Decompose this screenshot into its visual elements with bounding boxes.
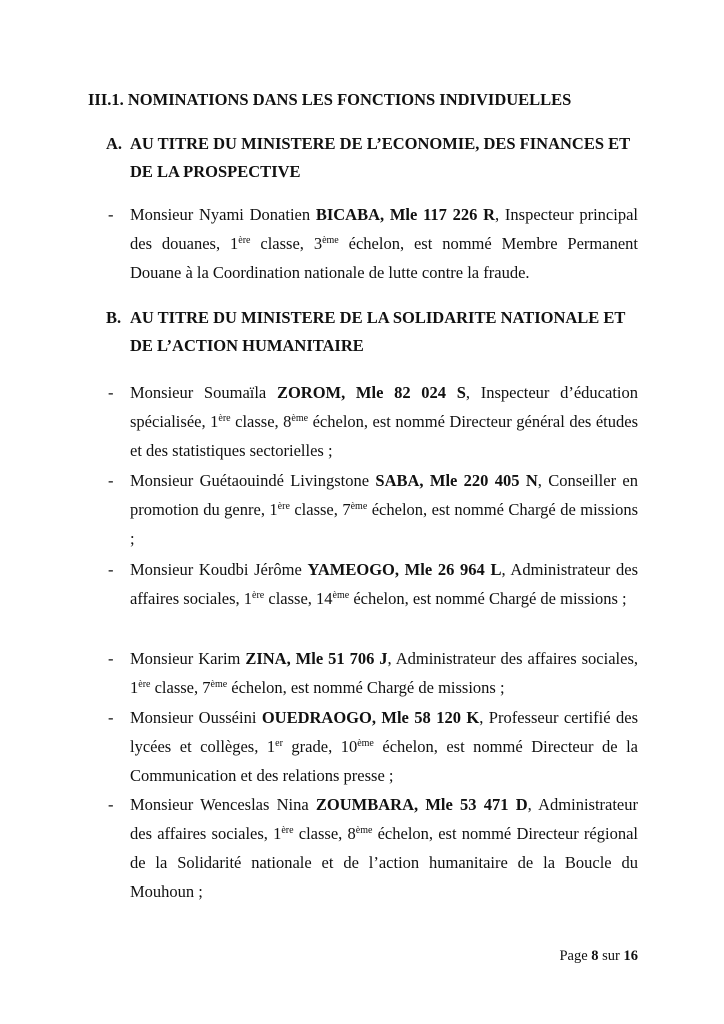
footer-page-number: 8 bbox=[591, 948, 599, 964]
list-item bbox=[108, 466, 639, 553]
subsection-title: AU TITRE DU MINISTERE DE L’ECONOMIE, DES FINANCES ET DE LA PROSPECTIVE bbox=[130, 134, 630, 181]
entry-sup: ème bbox=[332, 590, 350, 601]
entry-text: classe, 3 bbox=[250, 234, 323, 253]
footer-of-label: sur bbox=[598, 948, 624, 964]
entry-text: , Inspecteur principal des douanes, 1 bbox=[130, 205, 638, 253]
entry-sup: ème bbox=[355, 825, 373, 836]
subsection-letter: A. bbox=[106, 134, 123, 153]
entry-prefix: Monsieur Nyami Donatien bbox=[130, 205, 316, 224]
entry-prefix: Monsieur Ousséini bbox=[130, 708, 262, 727]
entry-text: échelon, est nommé Directeur général des études et des statistiques sectorielles ; bbox=[130, 412, 638, 460]
entry-text: échelon, est nommé Directeur de la Communication et des relations presse ; bbox=[130, 737, 638, 785]
entry-name-bold: YAMEOGO, Mle 26 964 L bbox=[307, 560, 502, 579]
list-item bbox=[108, 555, 638, 613]
page-footer bbox=[559, 946, 638, 966]
list-bullet: - bbox=[108, 560, 114, 579]
entry-text: , Professeur certifié des lycées et collèges, 1 bbox=[130, 708, 638, 756]
entry-text: échelon, est nommé Chargé de missions ; bbox=[130, 500, 639, 548]
footer-total-pages: 16 bbox=[623, 948, 638, 964]
entry-sup: ère bbox=[238, 235, 251, 246]
list-item bbox=[108, 790, 639, 906]
list-bullet: - bbox=[108, 649, 114, 668]
entry-text: , Administrateur des affaires sociales, 1 bbox=[130, 560, 638, 608]
entry-text: , Administrateur des affaires sociales, 1 bbox=[130, 795, 639, 843]
list-item bbox=[108, 644, 638, 702]
entry-name-bold: ZOUMBARA, Mle 53 471 D bbox=[315, 795, 528, 814]
entry-sup: ère bbox=[138, 679, 151, 690]
list-bullet: - bbox=[108, 708, 114, 727]
entry-text: , Administrateur des affaires sociales, 1 bbox=[130, 649, 638, 697]
entry-sup: ème bbox=[210, 679, 228, 690]
entry-sup: ème bbox=[291, 413, 309, 424]
entry-sup: ème bbox=[322, 235, 339, 246]
entry-sup: ème bbox=[350, 501, 368, 512]
entry-text: classe, 7 bbox=[150, 678, 211, 697]
entry-sup: ère bbox=[281, 825, 294, 836]
subsection-letter: B. bbox=[106, 308, 122, 327]
entry-text: grade, 10 bbox=[282, 737, 358, 756]
entry-prefix: Monsieur Guétaouindé Livingstone bbox=[130, 471, 376, 490]
entry-text: , Inspecteur d’éducation spécialisée, 1 bbox=[130, 383, 639, 431]
entry-sup: ère bbox=[277, 501, 290, 512]
entry-sup: ère bbox=[252, 590, 265, 601]
entry-text: classe, 7 bbox=[289, 500, 351, 519]
footer-page-label: Page bbox=[559, 948, 592, 964]
subsection-a-heading bbox=[106, 130, 638, 186]
entry-sup: ème bbox=[357, 738, 374, 749]
entry-prefix: Monsieur Karim bbox=[130, 649, 246, 668]
subsection-b-heading bbox=[106, 304, 638, 360]
entry-text: classe, 8 bbox=[293, 824, 356, 843]
entry-text: échelon, est nommé Directeur régional de la Solidarité nationale et de l’action humanitaire de la Boucle du Mouhoun ; bbox=[130, 824, 638, 901]
entry-text: classe, 8 bbox=[230, 412, 292, 431]
entry-text: classe, 14 bbox=[264, 589, 333, 608]
entry-text: échelon, est nommé Chargé de missions ; bbox=[349, 589, 627, 608]
entry-name-bold: SABA, Mle 220 405 N bbox=[375, 471, 538, 490]
entry-prefix: Monsieur Koudbi Jérôme bbox=[130, 560, 308, 579]
entry-name-bold: BICABA, Mle 117 226 R bbox=[315, 205, 496, 224]
entry-name-bold: OUEDRAOGO, Mle 58 120 K bbox=[261, 708, 480, 727]
list-bullet: - bbox=[108, 795, 114, 814]
list-item bbox=[108, 200, 638, 287]
list-bullet: - bbox=[108, 383, 114, 402]
section-heading: III.1. NOMINATIONS DANS LES FONCTIONS INDIVIDUELLES bbox=[88, 90, 572, 109]
list-bullet: - bbox=[108, 471, 114, 490]
entry-text: échelon, est nommé Chargé de missions ; bbox=[227, 678, 505, 697]
entry-prefix: Monsieur Soumaïla bbox=[130, 383, 277, 402]
list-item bbox=[108, 378, 639, 465]
entry-text: échelon, est nommé Membre Permanent Douane à la Coordination nationale de lutte contre la fraude. bbox=[130, 234, 638, 282]
entry-sup: ère bbox=[218, 413, 231, 424]
entry-text: , Conseiller en promotion du genre, 1 bbox=[130, 471, 638, 519]
list-item bbox=[108, 703, 638, 790]
entry-sup: er bbox=[275, 738, 283, 749]
subsection-title: AU TITRE DU MINISTERE DE LA SOLIDARITE NATIONALE ET DE L’ACTION HUMANITAIRE bbox=[130, 308, 626, 355]
entry-name-bold: ZINA, Mle 51 706 J bbox=[245, 649, 388, 668]
entry-name-bold: ZOROM, Mle 82 024 S bbox=[276, 383, 466, 402]
list-bullet: - bbox=[108, 205, 114, 224]
entry-prefix: Monsieur Wenceslas Nina bbox=[130, 795, 316, 814]
